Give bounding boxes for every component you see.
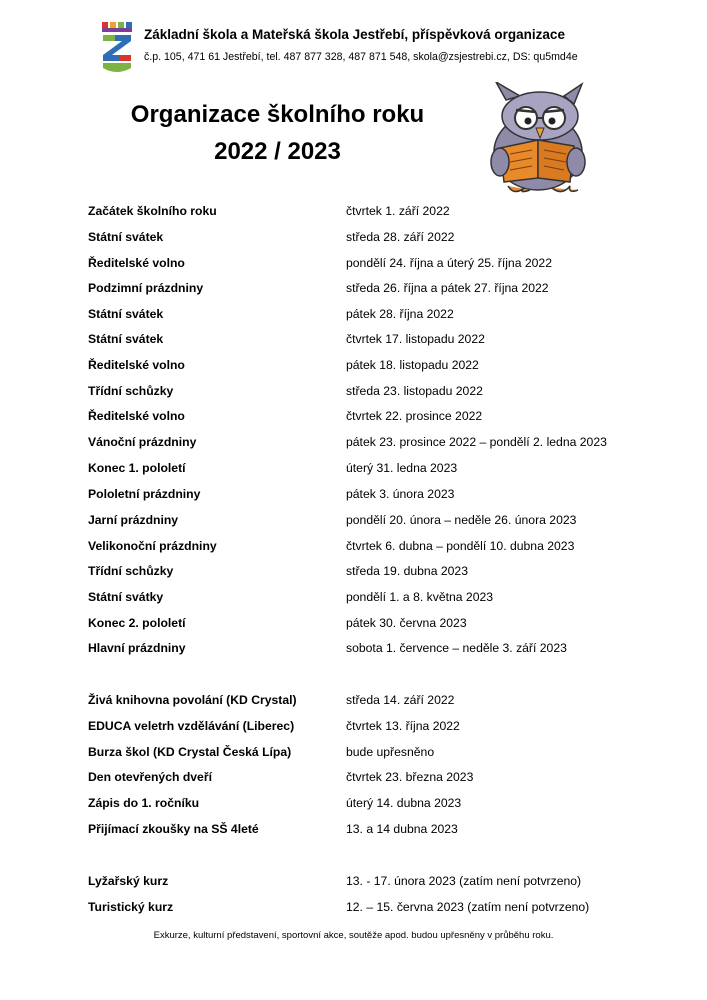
row-value: středa 23. listopadu 2022 [346, 384, 483, 398]
row-value: středa 26. října a pátek 27. října 2022 [346, 281, 549, 295]
row-value: úterý 31. ledna 2023 [346, 461, 458, 475]
row-value: úterý 14. dubna 2023 [346, 796, 462, 810]
row-value: pátek 23. prosince 2022 – pondělí 2. ledna 2023 [346, 435, 607, 449]
page-title: Organizace školního roku [130, 101, 425, 128]
row-value: středa 19. dubna 2023 [346, 564, 468, 578]
row-value: 13. a 14 dubna 2023 [346, 822, 458, 836]
row-label: Ředitelské volno [88, 358, 185, 372]
row-label: Začátek školního roku [88, 204, 217, 218]
row-label: Ředitelské volno [88, 256, 185, 270]
row-label: Konec 1. pololetí [88, 461, 186, 475]
row-label: Podzimní prázdniny [88, 281, 204, 295]
row-value: pátek 28. října 2022 [346, 307, 454, 321]
row-label: Živá knihovna povolání (KD Crystal) [88, 693, 297, 707]
row-value: pondělí 20. února – neděle 26. února 2023 [346, 513, 577, 527]
row-value: čtvrtek 6. dubna – pondělí 10. dubna 2023 [346, 539, 575, 553]
row-label: Vánoční prázdniny [88, 435, 197, 449]
row-value: 13. - 17. února 2023 (zatím není potvrzeno) [346, 874, 582, 888]
row-label: Hlavní prázdniny [88, 641, 186, 655]
row-label: Zápis do 1. ročníku [88, 796, 200, 810]
row-value: bude upřesněno [346, 745, 435, 759]
row-label: Třídní schůzky [88, 564, 174, 578]
school-address: č.p. 105, 471 61 Jestřebí, tel. 487 877 328, 487 871 548, skola@zsjestrebi.cz, DS: qu5md4e [144, 51, 578, 63]
row-label: Třídní schůzky [88, 384, 174, 398]
row-label: Velikonoční prázdniny [88, 539, 217, 553]
row-value: čtvrtek 22. prosince 2022 [346, 409, 483, 423]
row-value: čtvrtek 23. března 2023 [346, 770, 474, 784]
row-label: Státní svátek [88, 307, 164, 321]
row-label: Státní svátky [88, 590, 164, 604]
row-value: pátek 3. února 2023 [346, 487, 455, 501]
row-value: středa 14. září 2022 [346, 693, 455, 707]
row-label: Den otevřených dveří [88, 770, 212, 784]
school-year: 2022 / 2023 [214, 138, 341, 165]
letterhead [100, 22, 700, 74]
row-label: Pololetní prázdniny [88, 487, 201, 501]
row-label: Lyžařský kurz [88, 874, 169, 888]
row-value: sobota 1. července – neděle 3. září 2023 [346, 641, 567, 655]
row-label: Státní svátek [88, 230, 164, 244]
row-label: Ředitelské volno [88, 409, 185, 423]
row-value: čtvrtek 1. září 2022 [346, 204, 450, 218]
school-name: Základní škola a Mateřská škola Jestřebí, příspěvková organizace [144, 27, 565, 42]
row-label: Turistický kurz [88, 900, 174, 914]
school-logo-icon [100, 22, 134, 74]
row-value: pondělí 24. října a úterý 25. října 2022 [346, 256, 552, 270]
row-label: Burza škol (KD Crystal Česká Lípa) [88, 745, 292, 759]
footnote: Exkurze, kulturní představení, sportovní akce, soutěže apod. budou upřesněny v průběhu roku. [153, 930, 554, 941]
row-value: 12. – 15. června 2023 (zatím není potvrzeno) [346, 900, 590, 914]
row-value: pondělí 1. a 8. května 2023 [346, 590, 494, 604]
row-label: Jarní prázdniny [88, 513, 179, 527]
owl-reading-book-icon [478, 82, 596, 198]
row-label: Státní svátek [88, 332, 164, 346]
row-label: EDUCA veletrh vzdělávání (Liberec) [88, 719, 295, 733]
row-value: čtvrtek 13. října 2022 [346, 719, 460, 733]
row-value: pátek 18. listopadu 2022 [346, 358, 479, 372]
row-value: čtvrtek 17. listopadu 2022 [346, 332, 485, 346]
row-value: středa 28. září 2022 [346, 230, 455, 244]
row-value: pátek 30. června 2023 [346, 616, 467, 630]
row-label: Přijímací zkoušky na SŠ 4leté [88, 822, 259, 836]
row-label: Konec 2. pololetí [88, 616, 186, 630]
